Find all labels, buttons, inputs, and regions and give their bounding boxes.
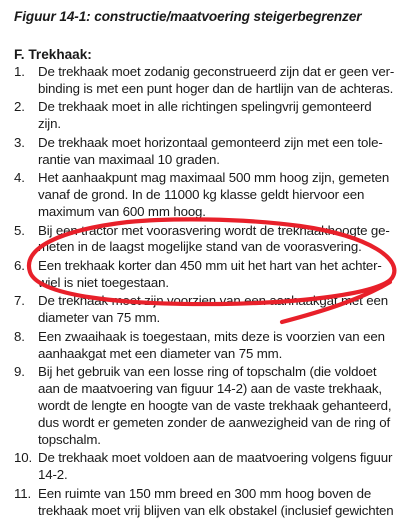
list-item [14, 170, 396, 221]
list-item [14, 293, 396, 327]
list-item-text-line: Een trekhaak korter dan 450 mm uit het hart van het achter- [38, 257, 382, 273]
list-item-number: 11. [14, 485, 32, 501]
list-item-number: 1. [14, 64, 25, 79]
list-item [14, 135, 396, 169]
list-item-text-line: 14-2. [38, 467, 68, 483]
list-item-text-line: topschalm. [38, 431, 101, 447]
list-item-text-line: wiel is niet toegestaan. [38, 274, 169, 290]
list-item-text-line: De trekhaak moet in alle richtingen spelingvrij gemonteerd [38, 99, 372, 115]
list-item-text-line: maximum van 600 mm hoog. [38, 204, 206, 220]
list-item [14, 364, 396, 449]
list-item-text-line: meten in de laagst mogelijke stand van de voorasvering. [38, 239, 362, 255]
list-item-number: 8. [14, 328, 25, 344]
list-item [14, 258, 396, 292]
list-item-text-line: dus wordt er gemeten zonder de aanwezigheid van de ring of [38, 414, 391, 430]
list-item [14, 99, 396, 133]
list-item-text-line: De trekhaak moet zodanig geconstrueerd zijn dat er geen ver- [38, 64, 395, 79]
requirements-list [14, 64, 396, 521]
list-item-text-line: Het aanhaakpunt mag maximaal 500 mm hoog zijn, gemeten [38, 170, 390, 186]
list-item-number: 5. [14, 222, 25, 238]
list-item-number: 10. [14, 450, 33, 466]
list-item-text-line: aan de maatvoering van figuur 14-2) aan de vaste trekhaak, [38, 381, 382, 397]
list-item [14, 64, 396, 98]
list-item [14, 450, 396, 484]
list-item-text-line: Bij een tractor met voorasvering wordt de trekhaakhoogte ge- [38, 222, 390, 238]
list-item-text-line: trekhaak moet vrij blijven van elk obstakel (inclusief gewichten [38, 502, 394, 518]
list-item-text-line: De trekhaak moet zijn voorzien van een aanhaakgat met een [38, 293, 388, 309]
list-item-text-line: wordt de lengte en hoogte van de vaste trekhaak gehanteerd, [38, 397, 392, 413]
list-item [14, 486, 396, 520]
list-item-text-line: zijn. [38, 116, 61, 132]
list-item-number: 7. [14, 293, 25, 309]
list-item-text-line: De trekhaak moet horizontaal gemonteerd zijn met een tole- [38, 134, 383, 150]
list-item-text-line: vanaf de grond. In de 11000 kg klasse geldt hiervoor een [38, 187, 365, 203]
list-item-number: 4. [14, 170, 25, 186]
list-item [14, 223, 396, 257]
list-item-text-line: Een zwaaihaak is toegestaan, mits deze is voorzien van een [38, 328, 385, 344]
list-item-text-line: aanhaakgat met een diameter van 75 mm. [38, 345, 283, 361]
list-item-text-line: Bij het gebruik van een losse ring of topschalm (die voldoet [38, 364, 377, 380]
section-heading: F. Trekhaak: [14, 47, 92, 62]
list-item [14, 329, 396, 363]
figure-caption: Figuur 14-1: constructie/maatvoering steigerbegrenzer [14, 9, 362, 24]
list-item-text-line: rantie van maximaal 10 graden. [38, 151, 220, 167]
list-item-text-line: diameter van 75 mm. [38, 310, 161, 326]
list-item-number: 6. [14, 257, 25, 273]
list-item-number: 9. [14, 364, 25, 380]
list-item-number: 3. [14, 134, 25, 150]
list-item-text-line: Een ruimte van 150 mm breed en 300 mm hoog boven de [38, 485, 372, 501]
list-item-text-line: binding is met een punt hoger dan de hartlijn van de achteras. [38, 80, 394, 96]
list-item-number: 2. [14, 99, 25, 115]
list-item-text-line: De trekhaak moet voldoen aan de maatvoering volgens figuur [38, 450, 393, 466]
